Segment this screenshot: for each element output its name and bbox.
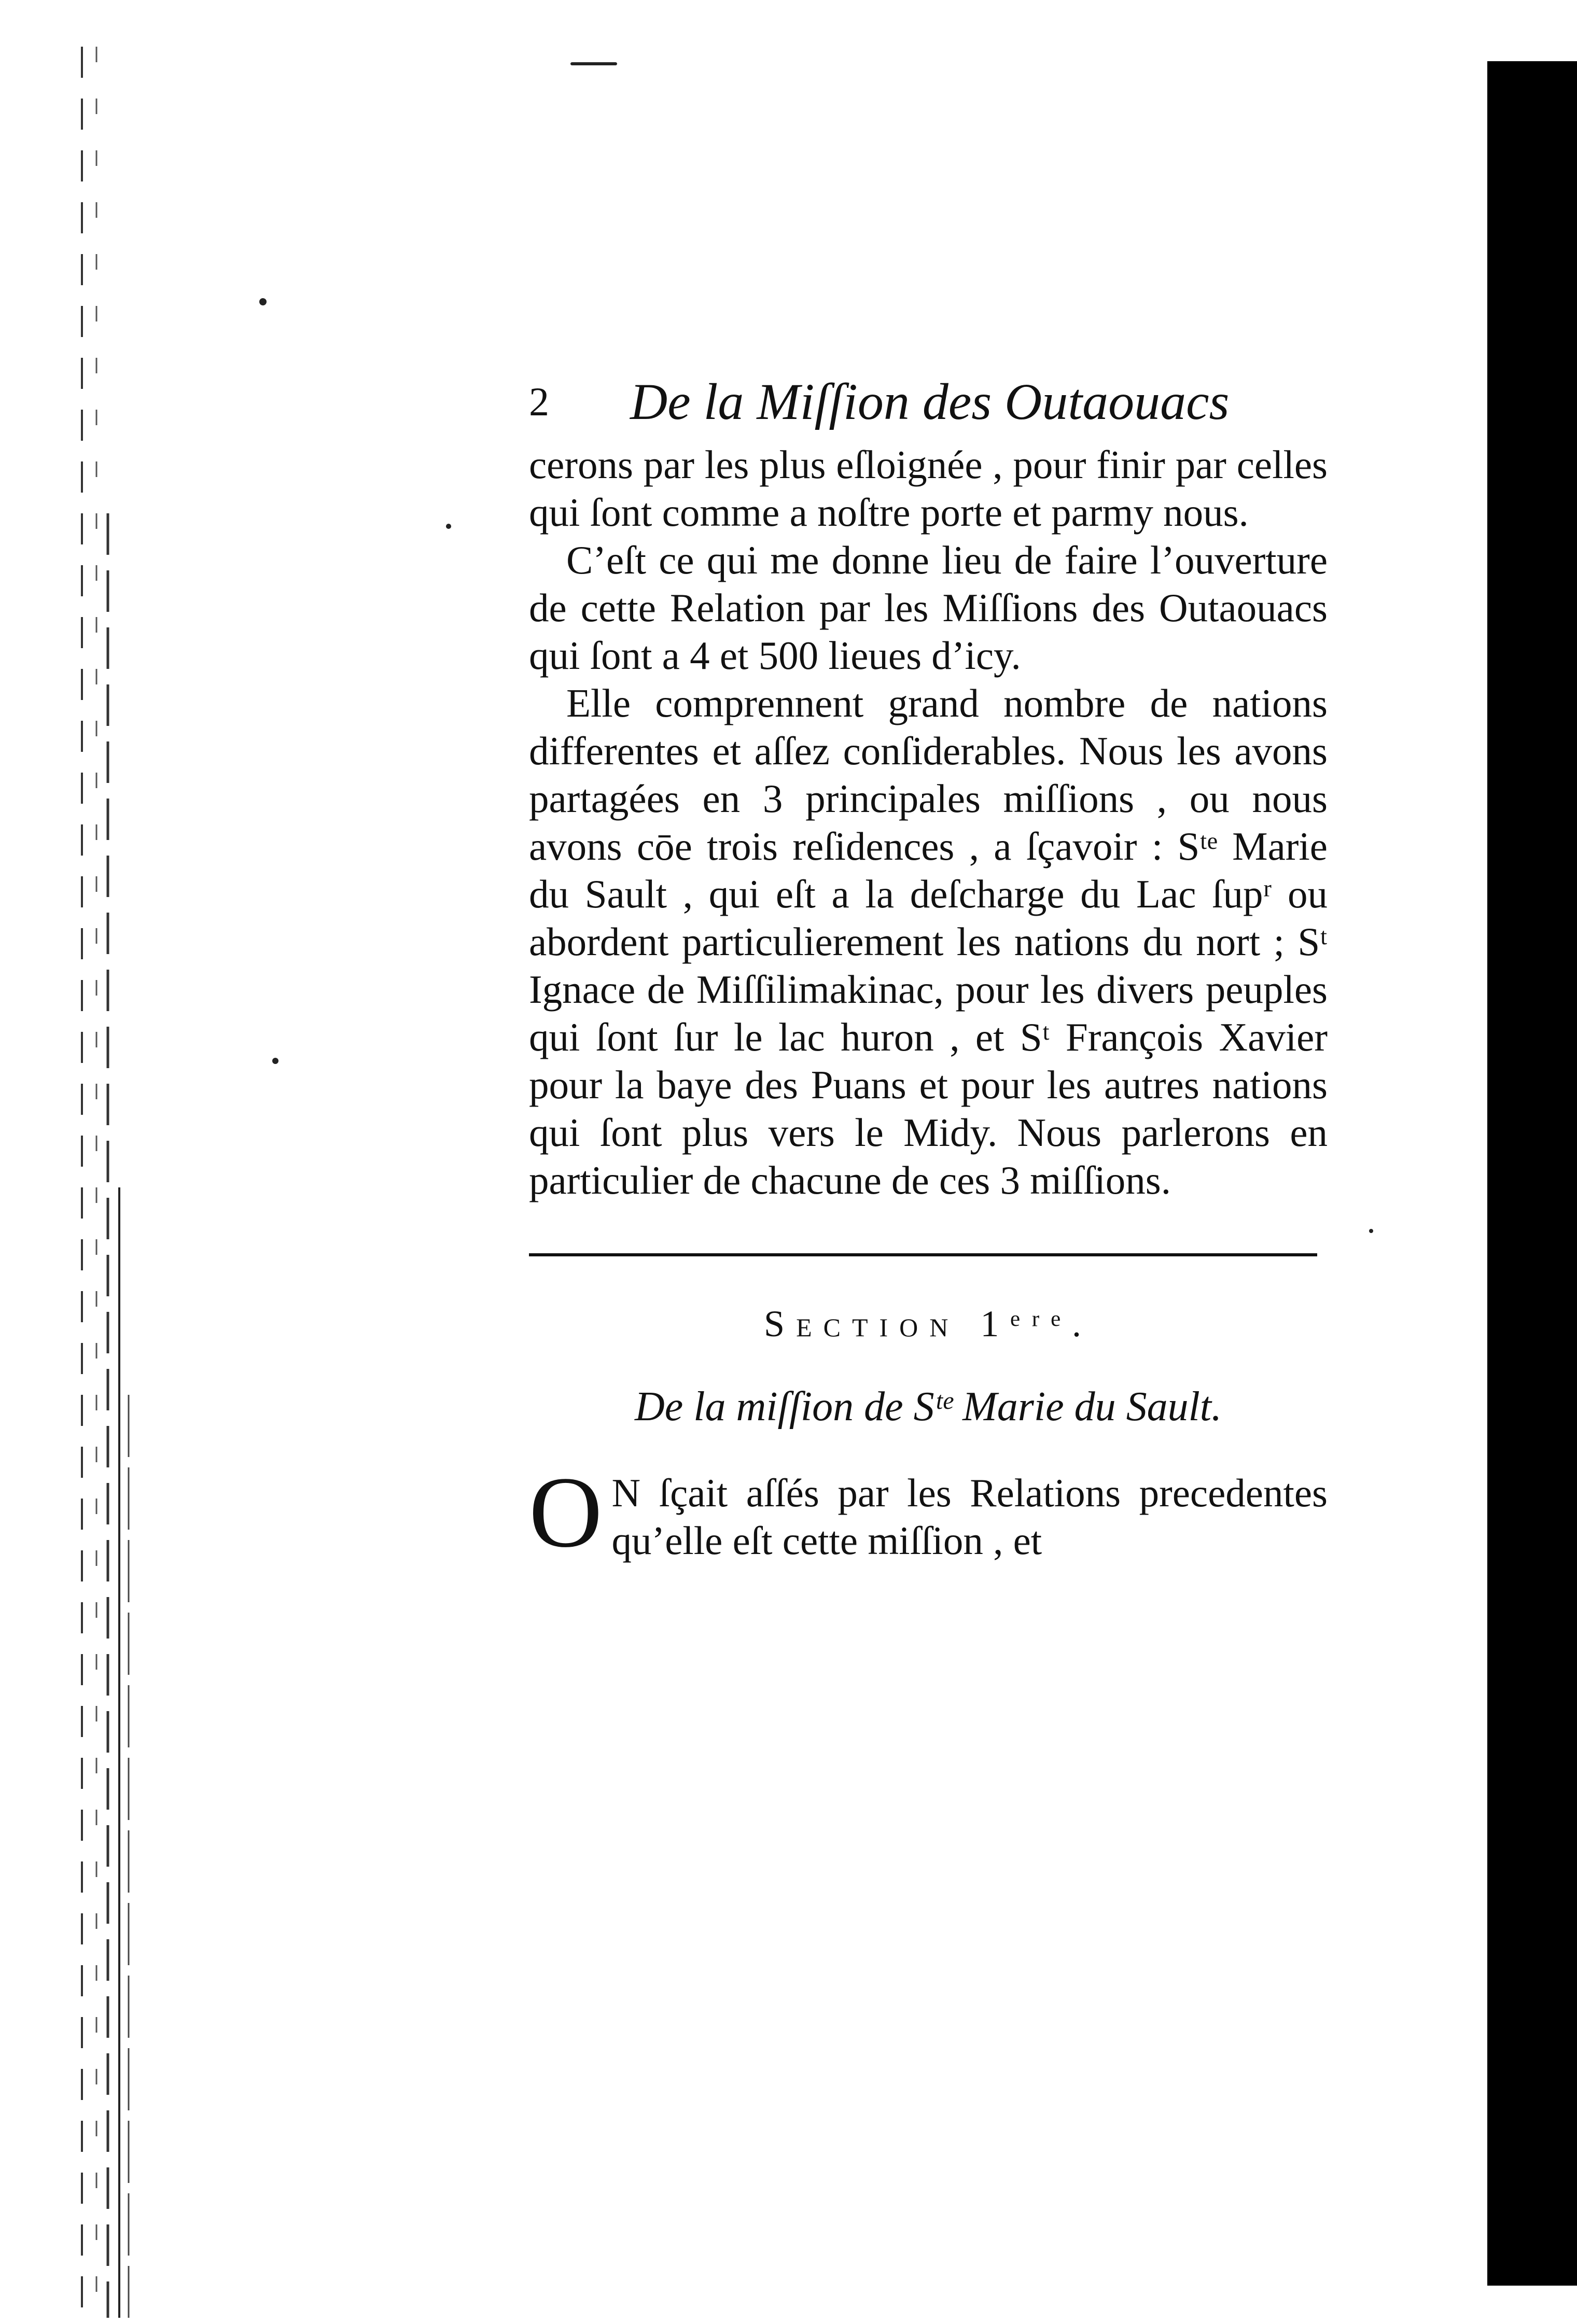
paragraph-1: cerons par les plus eſloignée , pour finir par celles qui ſont comme a noſtre porte et parmy nous. xyxy=(529,442,1328,535)
drop-cap: O xyxy=(529,1456,603,1569)
ink-speck xyxy=(570,62,617,65)
running-head xyxy=(529,363,1328,441)
paragraph-2: C’eſt ce qui me donne lieu de faire l’ouverture de cette Relation par les Miſſions des Outaouacs qui ſont a 4 et 500 lieues d’icy. xyxy=(529,538,1328,678)
ink-speck xyxy=(446,524,451,529)
section-heading: Section 1ᵉʳᵉ. xyxy=(764,1303,1093,1345)
page-binding-edge xyxy=(72,47,155,2318)
running-head-title: De la Miſſion des Outaouacs xyxy=(630,373,1230,430)
opening-paragraph xyxy=(529,1456,1328,1569)
section-divider-rule xyxy=(529,1253,1317,1256)
opening-paragraph-text: N ſçait aſſés par les Relations precedentes qu’elle eſt cette miſſion , et xyxy=(611,1471,1328,1563)
page-number: 2 xyxy=(529,379,549,424)
ink-speck xyxy=(272,1058,278,1064)
section-subtitle: De la miſſion de Sᵗᵉ Marie du Sault. xyxy=(634,1384,1222,1430)
ink-speck xyxy=(1369,1229,1373,1233)
ink-speck xyxy=(259,298,267,305)
page-shadow-bar xyxy=(1487,61,1577,2286)
page-text-block xyxy=(529,363,1328,1604)
paragraph-3: Elle comprennent grand nombre de nations differentes et aſſez conſiderables. Nous les avons partagées en 3 principales miſſions , ou nous avons cōe trois reſidences , a ſçavoir : Sᵗᵉ Marie du Sault , qui eſt a la deſcharge du Lac ſupʳ ou abordent particulierement les nations du nort ; Sᵗ Ignace de Miſſilimakinac, pour les divers peuples qui ſont ſur le lac huron , et Sᵗ François Xavier pour la baye des Puans et pour les autres nations qui ſont plus vers le Midy. Nous parlerons en particulier de chacune de ces 3 miſſions. xyxy=(529,681,1328,1202)
